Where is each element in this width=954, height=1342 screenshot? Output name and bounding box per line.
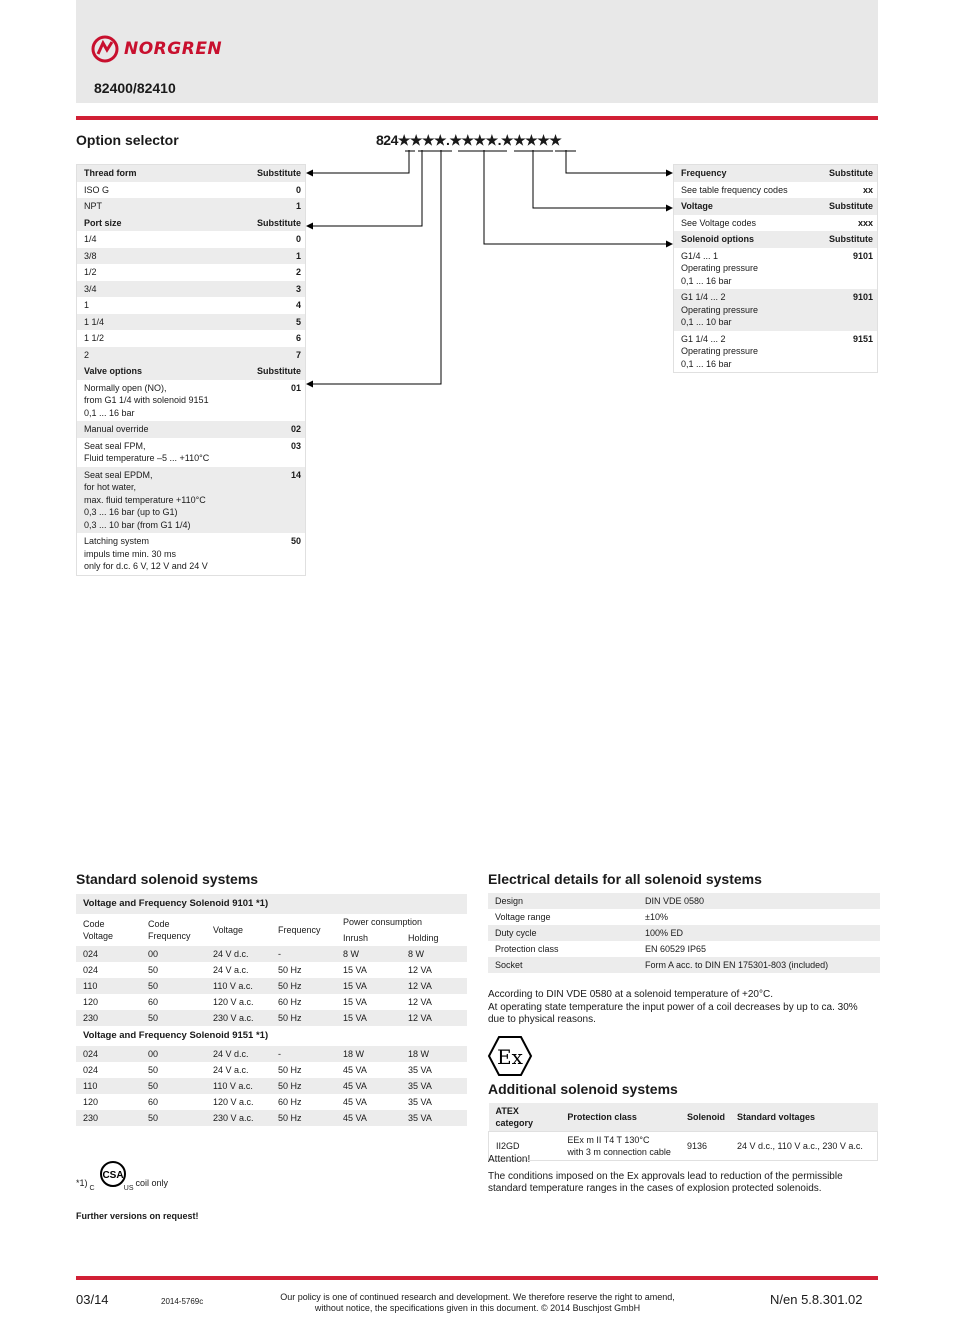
solenoid-cell: 024 xyxy=(76,1062,141,1078)
solenoid-cell: 18 W xyxy=(401,1046,467,1062)
solenoid-row xyxy=(76,1010,467,1026)
option-value: Substitute xyxy=(812,231,877,248)
solenoid-cell: 00 xyxy=(141,1046,206,1062)
additional-title: Additional solenoid systems xyxy=(488,1081,678,1097)
solenoid-cell: 15 VA xyxy=(336,1010,401,1026)
option-label: 1 1/4 xyxy=(77,314,239,331)
option-label: Seat seal EPDM, for hot water, max. fluid temperature +110°C 0,3 ... 16 bar (up to G1) 0,3 ... 10 bar (from G1 1/4) xyxy=(77,467,239,534)
electrical-label: Design xyxy=(488,893,638,909)
option-value: 0 xyxy=(239,231,305,248)
option-value: Substitute xyxy=(239,215,305,232)
electrical-row xyxy=(488,941,880,957)
solenoid-cell: 50 xyxy=(141,962,206,978)
solenoid-cell: 15 VA xyxy=(336,978,401,994)
selector-connectors xyxy=(300,140,685,390)
solenoid-cell: 50 xyxy=(141,1062,206,1078)
solenoid-cell: 24 V a.c. xyxy=(206,1062,271,1078)
solenoid-cell: 50 xyxy=(141,1078,206,1094)
option-value: 03 xyxy=(239,438,305,467)
option-label: Manual override xyxy=(77,421,239,438)
option-label: Voltage xyxy=(674,198,812,215)
standard-title: Standard solenoid systems xyxy=(76,871,259,887)
csa-c: C xyxy=(89,1185,95,1192)
option-value: 9101 xyxy=(812,248,877,290)
attention-block xyxy=(488,1154,878,1196)
electrical-value: EN 60529 IP65 xyxy=(638,941,880,957)
option-value: 5 xyxy=(239,314,305,331)
option-value: Substitute xyxy=(812,198,877,215)
option-row xyxy=(77,231,305,248)
left-option-table xyxy=(76,164,306,576)
solenoid-row xyxy=(76,962,467,978)
csa-mark-icon xyxy=(90,1160,134,1192)
atex-value: II2GD xyxy=(489,1132,561,1161)
option-value: 01 xyxy=(239,380,305,422)
solenoid-cell: 15 VA xyxy=(336,994,401,1010)
solenoid-cell: 35 VA xyxy=(401,1078,467,1094)
electrical-row xyxy=(488,957,880,973)
electrical-label: Socket xyxy=(488,957,638,973)
option-value: 0 xyxy=(239,182,305,199)
option-label: Frequency xyxy=(674,165,812,182)
ex-hexagon-icon xyxy=(487,1035,533,1082)
solenoid-cell: 12 VA xyxy=(401,978,467,994)
solenoid-row xyxy=(76,1094,467,1110)
csa-footnote xyxy=(76,1160,168,1192)
option-label: G1 1/4 ... 2 Operating pressure 0,1 ... 16 bar xyxy=(674,331,812,373)
option-value: 50 xyxy=(239,533,305,575)
solenoid-cell: 120 xyxy=(76,1094,141,1110)
option-row xyxy=(77,264,305,281)
solenoid-cell: 50 xyxy=(141,1110,206,1126)
option-label: Valve options xyxy=(77,363,239,380)
option-group-header xyxy=(674,165,877,182)
solenoid-cell: 12 VA xyxy=(401,994,467,1010)
option-label: G1/4 ... 1 Operating pressure 0,1 ... 16 bar xyxy=(674,248,812,290)
option-value: Substitute xyxy=(812,165,877,182)
option-label: 1 1/2 xyxy=(77,330,239,347)
solenoid-cell: 024 xyxy=(76,946,141,962)
option-value: 9101 xyxy=(812,289,877,331)
solenoid-cell: 110 V a.c. xyxy=(206,1078,271,1094)
option-label: Port size xyxy=(77,215,239,232)
solenoid-cell: 15 VA xyxy=(336,962,401,978)
option-value: 6 xyxy=(239,330,305,347)
csa-text: CSA xyxy=(101,1170,124,1181)
attention-text: The conditions imposed on the Ex approvals lead to reduction of the permissible standard temperature ranges in the cases of explosion protected solenoids. xyxy=(488,1170,843,1194)
option-value: 9151 xyxy=(812,331,877,373)
option-label: See table frequency codes xyxy=(674,182,812,199)
ex-text: Ex xyxy=(497,1045,523,1069)
solenoid-cell: 45 VA xyxy=(336,1110,401,1126)
solenoid-cell: 50 Hz xyxy=(271,962,336,978)
option-label: G1 1/4 ... 2 Operating pressure 0,1 ... 10 bar xyxy=(674,289,812,331)
solenoid-cell: 12 VA xyxy=(401,962,467,978)
col-voltage: Voltage xyxy=(206,914,271,946)
solenoid-cell: 45 VA xyxy=(336,1078,401,1094)
footnote-text: coil only xyxy=(135,1178,169,1188)
solenoid-row xyxy=(76,994,467,1010)
solenoid-cell: 230 V a.c. xyxy=(206,1010,271,1026)
col-code-voltage: Code Voltage xyxy=(76,914,141,946)
option-value: Substitute xyxy=(239,363,305,380)
voltages-header: Standard voltages xyxy=(730,1103,878,1132)
option-label: Solenoid options xyxy=(674,231,812,248)
electrical-row xyxy=(488,909,880,925)
solenoid-cell: 18 W xyxy=(336,1046,401,1062)
attention-label: Attention! xyxy=(488,1154,531,1165)
option-row xyxy=(674,182,877,199)
option-row xyxy=(674,215,877,232)
electrical-note xyxy=(488,989,868,1027)
option-value: xxx xyxy=(812,215,877,232)
option-row xyxy=(674,248,877,290)
option-row xyxy=(77,421,305,438)
solenoid-cell: 50 Hz xyxy=(271,1062,336,1078)
electrical-row xyxy=(488,893,880,909)
solenoid-cell: 120 V a.c. xyxy=(206,994,271,1010)
option-row xyxy=(77,314,305,331)
option-selector-title: Option selector xyxy=(76,132,179,148)
solenoid-cell: 110 xyxy=(76,1078,141,1094)
electrical-value: ±10% xyxy=(638,909,880,925)
solenoid-table-title xyxy=(76,894,467,914)
further-versions: Further versions on request! xyxy=(76,1211,199,1221)
model-title: 82400/82410 xyxy=(94,80,176,96)
solenoid-cell: 50 xyxy=(141,978,206,994)
solenoid-cell: 60 xyxy=(141,994,206,1010)
footer-rule xyxy=(76,1276,878,1280)
footer-policy: Our policy is one of continued research and development. We therefore reserve the right to amend, without notice, the specifications given in this document. © 2014 Buschjost GmbH xyxy=(280,1292,675,1313)
solenoid-cell: 120 xyxy=(76,994,141,1010)
option-row xyxy=(674,289,877,331)
solenoid-cell: 50 Hz xyxy=(271,978,336,994)
option-value: Substitute xyxy=(239,165,305,182)
col-code-frequency: Code Frequency xyxy=(141,914,206,946)
electrical-row xyxy=(488,925,880,941)
solenoid-value: 9136 xyxy=(680,1132,730,1161)
option-label: NPT xyxy=(77,198,239,215)
col-frequency: Frequency xyxy=(271,914,336,946)
option-row xyxy=(77,297,305,314)
option-row xyxy=(77,438,305,467)
option-row xyxy=(77,380,305,422)
solenoid-cell: 35 VA xyxy=(401,1062,467,1078)
col-inrush: Inrush xyxy=(336,930,401,946)
solenoid-row xyxy=(76,1062,467,1078)
electrical-label: Voltage range xyxy=(488,909,638,925)
option-label: 3/8 xyxy=(77,248,239,265)
solenoid-cell: 35 VA xyxy=(401,1094,467,1110)
electrical-table xyxy=(488,893,880,973)
option-row xyxy=(77,533,305,575)
solenoid-cell: 00 xyxy=(141,946,206,962)
solenoid-row xyxy=(76,946,467,962)
solenoid-cell: 50 Hz xyxy=(271,1010,336,1026)
option-group-header xyxy=(77,215,305,232)
solenoid-row xyxy=(76,1046,467,1062)
option-row xyxy=(77,347,305,364)
option-value: 7 xyxy=(239,347,305,364)
option-label: Latching system impuls time min. 30 ms only for d.c. 6 V, 12 V and 24 V xyxy=(77,533,239,575)
col-power: Power consumption xyxy=(336,914,467,930)
solenoid-table-title xyxy=(76,1026,467,1046)
right-option-table xyxy=(673,164,878,373)
solenoid-cell: - xyxy=(271,946,336,962)
option-group-header xyxy=(77,363,305,380)
solenoid-cell: 230 V a.c. xyxy=(206,1110,271,1126)
solenoid-header: Solenoid xyxy=(680,1103,730,1132)
option-row xyxy=(77,198,305,215)
option-row xyxy=(674,331,877,373)
option-value: 2 xyxy=(239,264,305,281)
option-value: 02 xyxy=(239,421,305,438)
solenoid-cell: 50 Hz xyxy=(271,1110,336,1126)
solenoid-cell: 35 VA xyxy=(401,1110,467,1126)
solenoid-cell: 60 xyxy=(141,1094,206,1110)
option-group-header xyxy=(674,198,877,215)
electrical-label: Protection class xyxy=(488,941,638,957)
protection-value: EEx m II T4 T 130°C with 3 m connection cable xyxy=(560,1132,680,1161)
solenoid-cell: 110 V a.c. xyxy=(206,978,271,994)
voltages-value: 24 V d.c., 110 V a.c., 230 V a.c. xyxy=(730,1132,878,1161)
order-code: 824★★★★.★★★★.★★★★★ xyxy=(376,132,562,148)
solenoid-cell: 8 W xyxy=(401,946,467,962)
solenoid-cell: - xyxy=(271,1046,336,1062)
option-group-header xyxy=(77,165,305,182)
norgren-logo xyxy=(90,35,222,63)
protection-header: Protection class xyxy=(560,1103,680,1132)
solenoid-cell: 230 xyxy=(76,1110,141,1126)
solenoid-cell: 60 Hz xyxy=(271,994,336,1010)
csa-us: US xyxy=(123,1185,134,1192)
option-label: 1 xyxy=(77,297,239,314)
option-value: 4 xyxy=(239,297,305,314)
electrical-value: DIN VDE 0580 xyxy=(638,893,880,909)
norgren-logo-icon xyxy=(90,34,120,64)
solenoid-cell: 50 xyxy=(141,1010,206,1026)
solenoid-cell: 45 VA xyxy=(336,1062,401,1078)
footer-date: 03/14 xyxy=(76,1292,109,1307)
solenoid-row xyxy=(76,978,467,994)
option-value: 14 xyxy=(239,467,305,534)
option-label: ISO G xyxy=(77,182,239,199)
electrical-value: Form A acc. to DIN EN 175301-803 (included) xyxy=(638,957,880,973)
solenoid-cell: 024 xyxy=(76,1046,141,1062)
option-label: 1/4 xyxy=(77,231,239,248)
solenoid-cell: 120 V a.c. xyxy=(206,1094,271,1110)
standard-table xyxy=(76,894,467,1126)
footer-ref: N/en 5.8.301.02 xyxy=(770,1292,863,1307)
solenoid-row xyxy=(76,1078,467,1094)
solenoid-cell: 24 V a.c. xyxy=(206,962,271,978)
option-label: 1/2 xyxy=(77,264,239,281)
solenoid-cell: 24 V d.c. xyxy=(206,1046,271,1062)
col-holding: Holding xyxy=(401,930,467,946)
solenoid-cell: 024 xyxy=(76,962,141,978)
solenoid-cell: 50 Hz xyxy=(271,1078,336,1094)
option-value: 3 xyxy=(239,281,305,298)
electrical-note-1: According to DIN VDE 0580 at a solenoid temperature of +20°C. xyxy=(488,989,773,1000)
solenoid-row xyxy=(76,1110,467,1126)
footer-doc-code: 2014-5769c xyxy=(161,1297,204,1306)
atex-header: ATEX category xyxy=(489,1103,561,1132)
column-header-row xyxy=(76,914,467,930)
solenoid-cell: 8 W xyxy=(336,946,401,962)
solenoid-cell: 230 xyxy=(76,1010,141,1026)
solenoid-table-title-text: Voltage and Frequency Solenoid 9151 *1) xyxy=(76,1026,467,1046)
solenoid-cell: 60 Hz xyxy=(271,1094,336,1110)
header-rule xyxy=(76,116,878,120)
electrical-value: 100% ED xyxy=(638,925,880,941)
option-label: 2 xyxy=(77,347,239,364)
electrical-note-2: At operating state temperature the input power of a coil decreases by up to ca. 30% due to physical reasons. xyxy=(488,1001,858,1025)
option-row xyxy=(77,330,305,347)
option-label: Normally open (NO), from G1 1/4 with solenoid 9151 0,1 ... 16 bar xyxy=(77,380,239,422)
option-row xyxy=(77,281,305,298)
electrical-label: Duty cycle xyxy=(488,925,638,941)
solenoid-cell: 110 xyxy=(76,978,141,994)
option-value: 1 xyxy=(239,198,305,215)
option-label: Thread form xyxy=(77,165,239,182)
option-group-header xyxy=(674,231,877,248)
option-value: xx xyxy=(812,182,877,199)
electrical-title: Electrical details for all solenoid systems xyxy=(488,871,762,887)
option-value: 1 xyxy=(239,248,305,265)
option-row xyxy=(77,248,305,265)
option-label: See Voltage codes xyxy=(674,215,812,232)
option-row xyxy=(77,467,305,534)
option-label: Seat seal FPM, Fluid temperature –5 ... +110°C xyxy=(77,438,239,467)
additional-table xyxy=(488,1103,878,1161)
option-label: 3/4 xyxy=(77,281,239,298)
option-row xyxy=(77,182,305,199)
footnote-marker: *1) xyxy=(76,1178,88,1188)
solenoid-cell: 45 VA xyxy=(336,1094,401,1110)
brand-name: NORGREN xyxy=(124,39,223,59)
solenoid-cell: 12 VA xyxy=(401,1010,467,1026)
solenoid-table-title-text: Voltage and Frequency Solenoid 9101 *1) xyxy=(76,894,467,914)
solenoid-cell: 24 V d.c. xyxy=(206,946,271,962)
